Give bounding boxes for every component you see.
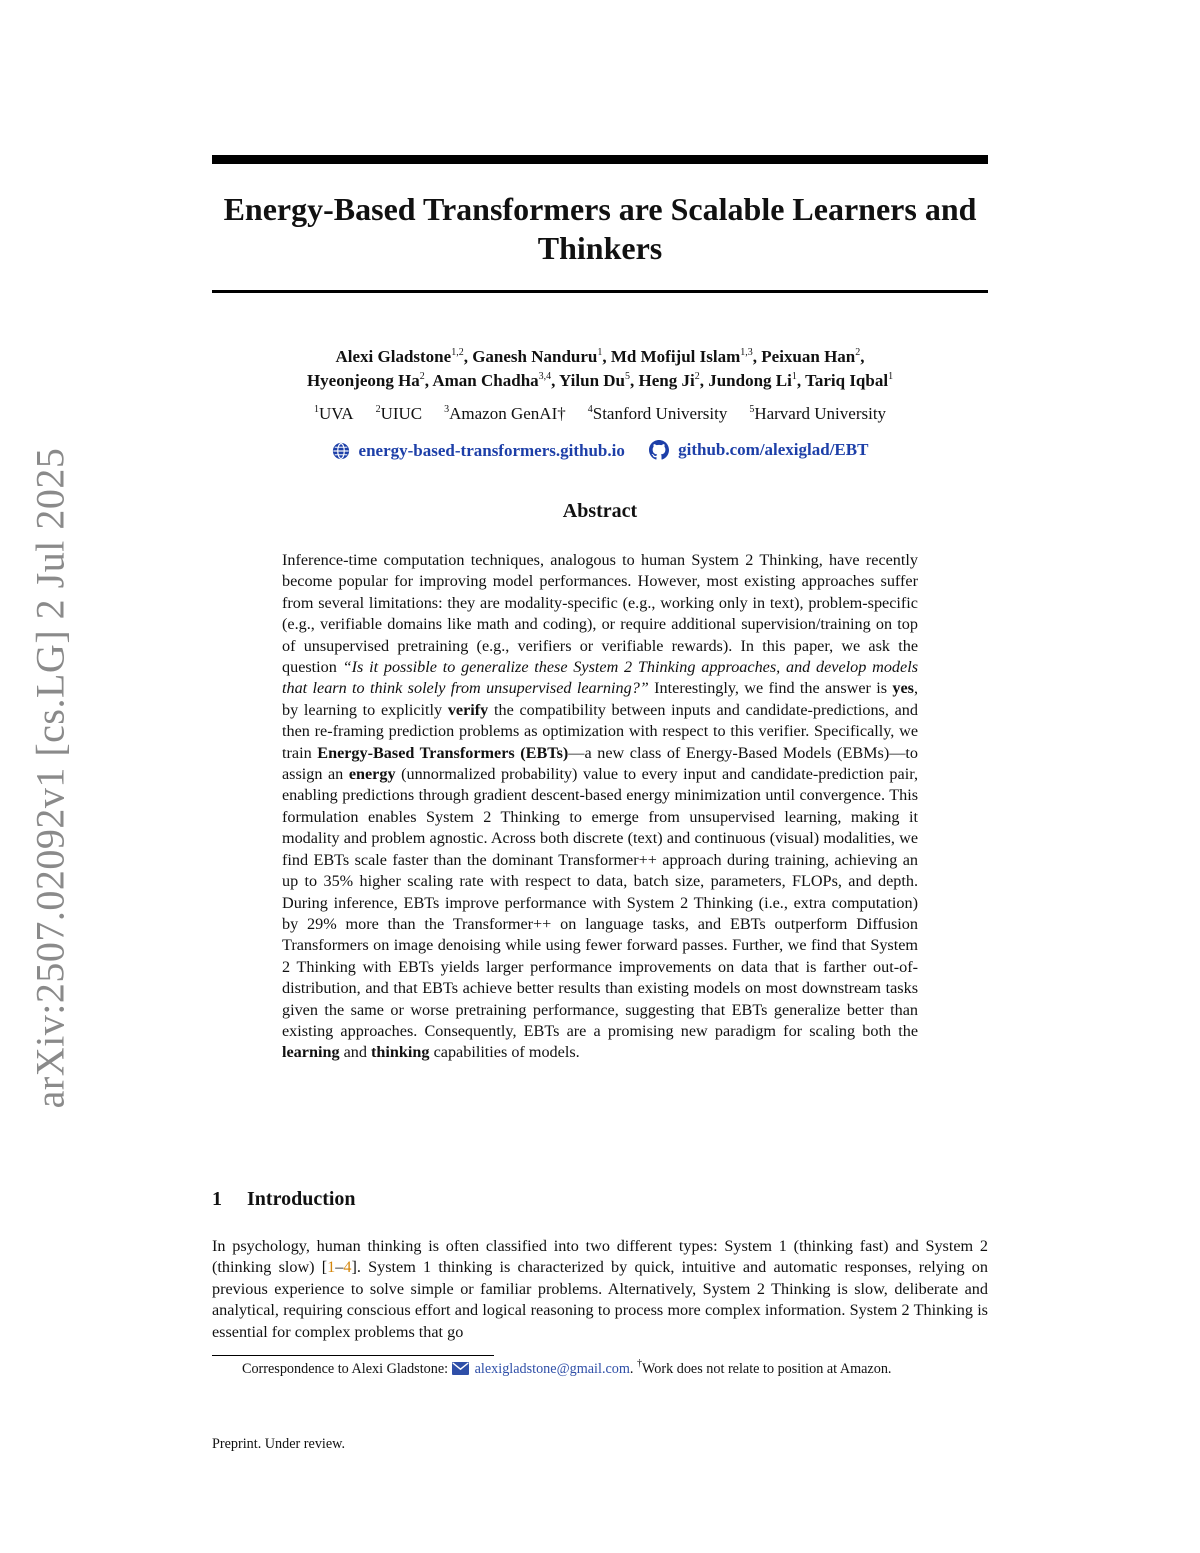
author-name: Yilun Du (559, 371, 626, 390)
abstract-text-part: (unnormalized probability) value to every input and candidate-prediction pair, enabling predictions through gradient descent-based energy minimization until convergence. This formulation enables System 2 Thinking to emerge from unsupervised learning, making it modality and problem agnostic. Across both discrete (text) and continuous (visual) modalities, we find EBTs scale faster than the dominant Transformer++ approach during training, achieving an up to 35% higher scaling rate with respect to data, batch size, parameters, FLOPs, and depth. During inference, EBTs improve performance with System 2 Thinking (i.e., extra computation) by 29% more than the Transformer++ on language tasks, and EBTs outperform Diffusion Transformers on image denoising while using fewer forward passes. Further, we find that System 2 Thinking with EBTs yields larger performance improvements on data that is farther out-of-distribution, and that EBTs achieve better results than existing models on most downstream tasks given the same or worse pretraining performance, suggesting that EBTs generalize better than existing approaches. Consequently, EBTs are a promising new paradigm for scaling both the (282, 765, 918, 1040)
affiliation (444, 404, 566, 423)
author-name: Alexi Gladstone (335, 347, 452, 366)
affiliation-number: 2 (375, 404, 381, 415)
intro-text-part: In psychology, human thinking is often classified into two different types: System 1 (thinking fast) and System 2 (thinking slow) [ (212, 1237, 988, 1277)
abstract-question: “Is it possible to generalize these System 2 Thinking approaches, and develop models that learn to think solely from unsupervised learning?” (282, 658, 918, 698)
author-list (212, 345, 988, 393)
affiliation-name: Stanford University (592, 404, 728, 423)
affiliation-number: 1 (313, 404, 319, 415)
author-separator: , (752, 347, 762, 366)
paper-title: Energy-Based Transformers are Scalable Learners and Thinkers (223, 191, 977, 266)
abstract-text-part: capabilities of models. (429, 1043, 580, 1062)
abstract-emphasis-verify: verify (447, 700, 489, 719)
author (805, 371, 893, 390)
dagger-mark: † (637, 1358, 643, 1369)
affiliation-name: UVA (318, 404, 354, 423)
project-links (212, 438, 988, 467)
author-affiliation-mark: 2 (419, 371, 425, 382)
abstract-text-part: —a new class of Energy-Based Models (EBMs)—to assign an (282, 743, 918, 784)
website-link-text: energy-based-transformers.github.io (358, 441, 625, 460)
affiliation-list (212, 403, 988, 425)
author-name: Tariq Iqbal (805, 371, 889, 390)
author-affiliation-mark: 1,2 (451, 347, 464, 358)
author-name: Jundong Li (708, 371, 792, 390)
footnote-period: . (629, 1361, 634, 1377)
author-separator: , (630, 371, 639, 390)
github-link[interactable] (649, 438, 868, 462)
affiliation-number: 5 (749, 404, 755, 415)
section-heading-introduction (212, 1188, 356, 1211)
affiliation (588, 404, 728, 423)
preprint-note: Preprint. Under review. (212, 1436, 346, 1452)
footnote (212, 1360, 988, 1380)
affiliation (314, 404, 354, 423)
globe-icon (332, 442, 350, 460)
affiliation-number: 3 (444, 404, 450, 415)
email-link[interactable] (452, 1361, 630, 1377)
affiliation (749, 404, 886, 423)
author-name: Ganesh Nanduru (472, 347, 598, 366)
author (559, 371, 638, 390)
author-name: Md Mofijul Islam (610, 347, 741, 366)
citation-dash: – (335, 1258, 344, 1277)
title-bottom-rule (212, 290, 988, 293)
abstract-emphasis-thinking: thinking (371, 1043, 430, 1062)
affiliation-name: Harvard University (754, 404, 887, 423)
author-affiliation-mark: 1 (791, 371, 797, 382)
abstract-text-part: the compatibility between inputs and candidate-predictions, and then re-framing prediction problems as optimization with respect to this verifier. Specifically, we train (282, 700, 918, 762)
abstract-emphasis-ebt: Energy-Based Transformers (EBTs) (317, 743, 569, 762)
author-name: Hyeonjeong Ha (306, 371, 420, 390)
affiliation-number: 4 (587, 404, 593, 415)
abstract-emphasis-yes: yes (892, 679, 914, 698)
author (611, 347, 761, 366)
author (708, 371, 805, 390)
arxiv-identifier: arXiv:2507.02092v1 [cs.LG] 2 Jul 2025 (27, 447, 73, 1109)
author-separator: , (699, 371, 709, 390)
author-name: Peixuan Han (761, 347, 856, 366)
section-title: Introduction (247, 1188, 356, 1210)
author-separator: , (860, 347, 865, 366)
abstract-emphasis-energy: energy (348, 765, 396, 784)
abstract-text (282, 550, 918, 1064)
author-affiliation-mark: 1 (888, 371, 894, 382)
author-separator: , (796, 371, 806, 390)
citation-link[interactable]: 4 (343, 1258, 352, 1277)
github-icon (649, 440, 669, 460)
author (761, 347, 864, 366)
website-link[interactable] (332, 439, 625, 463)
github-link-text: github.com/alexiglad/EBT (678, 440, 869, 459)
author (307, 371, 432, 390)
author-affiliation-mark: 1,3 (740, 347, 753, 358)
footnote-prefix: Correspondence to Alexi Gladstone: (242, 1361, 452, 1377)
footnote-note: Work does not relate to position at Amazon. (642, 1361, 892, 1377)
abstract-text-part: , by learning to explicitly (282, 679, 918, 719)
footnote-rule (212, 1355, 494, 1356)
intro-text-part: ]. System 1 thinking is characterized by quick, intuitive and automatic responses, relying on previous experience to solve simple or familiar problems. Alternatively, System 2 Thinking is slow, deliberate and analytical, requiring conscious effort and logical reasoning to process more complex information. System 2 Thinking is essential for complex problems that go (212, 1258, 988, 1341)
author (472, 347, 611, 366)
abstract-text-part: Inference-time computation techniques, analogous to human System 2 Thinking, have recently become popular for improving model performances. However, most existing approaches suffer from several limitations: they are modality-specific (e.g., working only in text), problem-specific (e.g., verifiable domains like math and coding), or require additional supervision/training on top of unsupervised pretraining (e.g., verifiers or verifiable rewards). In this paper, we ask the question (282, 551, 918, 677)
abstract-text-part: Interestingly, we find the answer is (648, 679, 893, 698)
affiliation-name: Amazon GenAI† (449, 404, 566, 423)
section-number: 1 (212, 1188, 222, 1210)
author-name: Aman Chadha (432, 371, 539, 390)
author-name: Heng Ji (638, 371, 695, 390)
abstract-text-part: and (339, 1043, 372, 1062)
citation-link[interactable]: 1 (327, 1258, 336, 1277)
affiliation-name: UIUC (380, 404, 423, 423)
author-separator: , (424, 371, 433, 390)
author-affiliation-mark: 5 (625, 371, 631, 382)
author-separator: , (463, 347, 473, 366)
author-separator: , (551, 371, 560, 390)
author (432, 371, 559, 390)
abstract-heading: Abstract (562, 500, 638, 522)
introduction-paragraph (212, 1236, 988, 1343)
author (639, 371, 709, 390)
author-affiliation-mark: 2 (694, 371, 700, 382)
abstract-emphasis-learning: learning (282, 1043, 340, 1062)
author-separator: , (602, 347, 611, 366)
author (335, 347, 472, 366)
envelope-icon (452, 1362, 469, 1375)
affiliation (376, 404, 423, 423)
email-address: alexigladstone@gmail.com (474, 1361, 630, 1377)
author-affiliation-mark: 3,4 (538, 371, 552, 382)
title-top-rule (212, 155, 988, 164)
author-affiliation-mark: 1 (597, 347, 603, 358)
author-affiliation-mark: 2 (855, 347, 861, 358)
